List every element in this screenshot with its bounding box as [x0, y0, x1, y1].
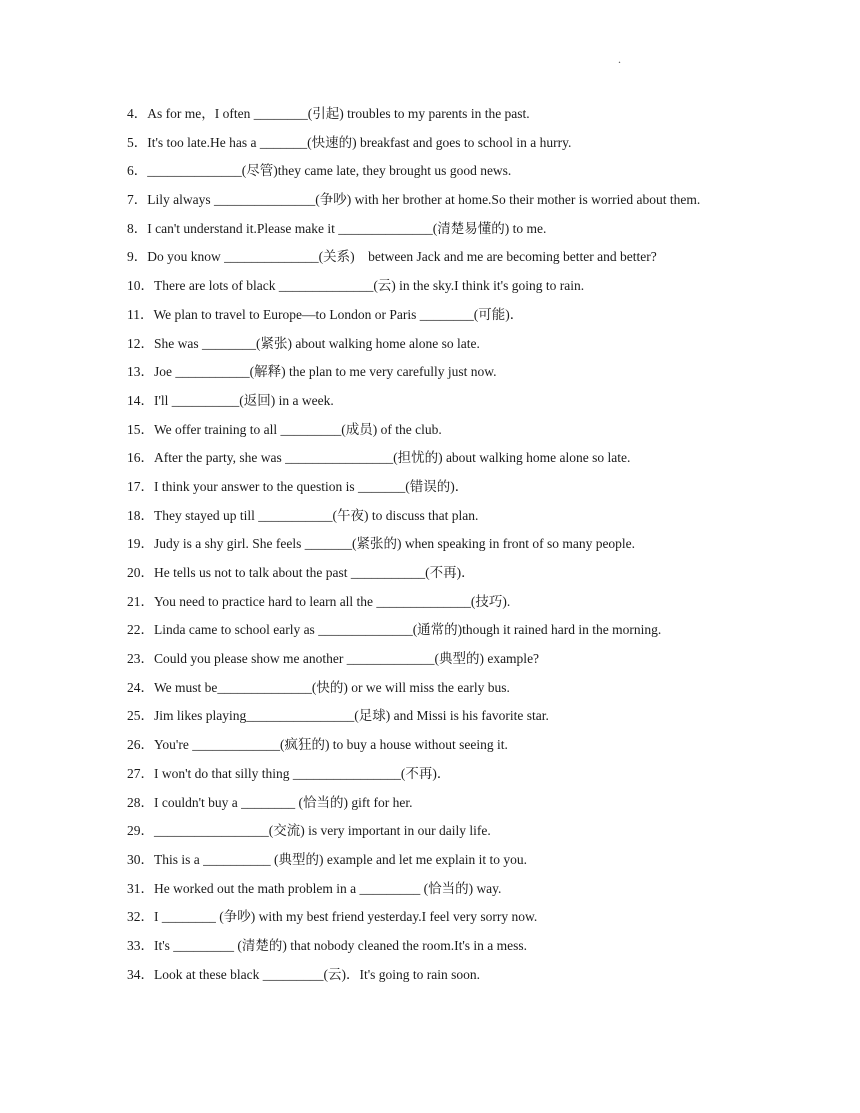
question-25: 25．Jim likes playing________________(足球) and Missi is his favorite star. — [127, 708, 549, 724]
question-12: 12．She was ________(紧张) about walking home alone so late. — [127, 335, 480, 351]
question-19: 19．Judy is a shy girl. She feels _______(紧张的) when speaking in front of so many people. — [127, 536, 636, 552]
question-17: 17．I think your answer to the question is _______(错误的)． — [127, 478, 469, 494]
question-5: 5．It's too late.He has a _______(快速的) breakfast and goes to school in a hurry. — [127, 134, 572, 150]
question-13: 13．Joe ___________(解释) the plan to me very carefully just now. — [127, 364, 497, 380]
question-15: 15．We offer training to all _________(成员) of the club. — [127, 421, 442, 437]
question-18: 18．They stayed up till ___________(午夜) to discuss that plan. — [127, 507, 479, 523]
question-8: 8．I can't understand it.Please make it ______________(清楚易懂的) to me. — [127, 220, 547, 236]
question-4: 4．As for me，I often ________(引起) troubles to my parents in the past. — [127, 106, 530, 121]
exercise-list — [127, 100, 735, 989]
question-27: 27．I won't do that silly thing ________________(不再)． — [127, 765, 451, 781]
question-30: 30．This is a __________ (典型的) example and let me explain it to you. — [127, 851, 528, 867]
question-32: 32．I ________ (争吵) with my best friend yesterday.I feel very sorry now. — [127, 909, 538, 925]
question-29: 29．_________________(交流) is very important in our daily life. — [127, 823, 491, 839]
question-33: 33．It's _________ (清楚的) that nobody cleaned the room.It's in a mess. — [127, 937, 528, 953]
question-26: 26．You're _____________(疯狂的) to buy a house without seeing it. — [127, 737, 508, 753]
question-7: 7．Lily always _______________(争吵) with her brother at home.So their mother is worried about them. — [127, 192, 701, 208]
question-23: 23．Could you please show me another _____________(典型的) example? — [127, 651, 540, 667]
question-31: 31．He worked out the math problem in a _________ (恰当的) way. — [127, 880, 502, 896]
header-mark: . — [618, 52, 621, 66]
question-20: 20．He tells us not to talk about the past ___________(不再)． — [127, 565, 475, 581]
question-21: 21．You need to practice hard to learn all the ______________(技巧). — [127, 593, 511, 609]
question-24: 24．We must be______________(快的) or we will miss the early bus. — [127, 679, 510, 695]
question-28: 28．I couldn't buy a ________ (恰当的) gift for her. — [127, 794, 413, 810]
question-34: 34．Look at these black _________(云)．It's going to rain soon. — [127, 966, 481, 982]
question-10: 10．There are lots of black ______________(云) in the sky.I think it's going to rain. — [127, 278, 585, 294]
question-9: 9．Do you know ______________(关系) between Jack and me are becoming better and better? — [127, 249, 657, 265]
question-22: 22．Linda came to school early as ______________(通常的)though it rained hard in the morning. — [127, 622, 662, 638]
question-14: 14．I'll __________(返回) in a week. — [127, 392, 334, 408]
question-11: 11．We plan to travel to Europe—to London or Paris ________(可能)． — [127, 306, 524, 322]
question-6: 6．______________(尽管)they came late, they brought us good news. — [127, 163, 512, 179]
question-16: 16．After the party, she was ________________(担忧的) about walking home alone so late. — [127, 450, 631, 466]
